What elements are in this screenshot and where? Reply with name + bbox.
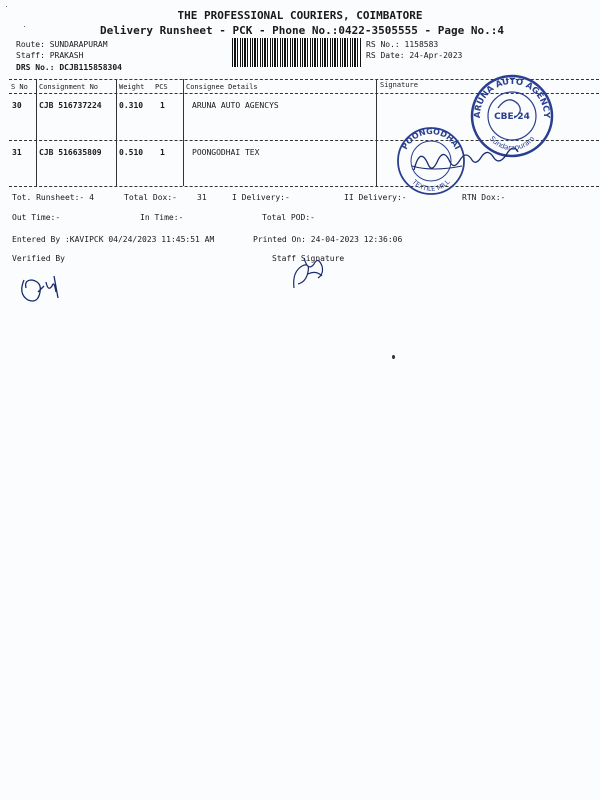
total-dox-label: Total Dox:- <box>124 193 177 202</box>
col-divider <box>36 79 37 186</box>
stamp-text: TEXTILE MILL <box>410 178 452 194</box>
printed-on: Printed On: 24-04-2023 12:36:06 <box>253 235 403 244</box>
total-pod: Total POD:- <box>262 213 315 222</box>
staff-signature <box>288 252 328 292</box>
barcode-image <box>232 38 362 67</box>
table-row-consignment: CJB 516635809 <box>39 148 102 157</box>
rtn-dox: RTN Dox:- <box>462 193 506 202</box>
drs-number: DRS No.: DCJB115858304 <box>16 63 122 72</box>
route-label: Route: SUNDARAPURAM <box>16 40 108 49</box>
stamp-text: ARUNA AUTO AGENCY <box>472 76 552 119</box>
runsheet-title: Delivery Runsheet - PCK - Phone No.:0422-3505555 - Page No.:4 <box>100 24 504 37</box>
ii-delivery: II Delivery:- <box>344 193 407 202</box>
table-row-consignee: POONGODHAI TEX <box>192 148 260 157</box>
col-divider <box>116 79 117 186</box>
out-time: Out Time:- <box>12 213 61 222</box>
scan-speck <box>392 355 395 359</box>
col-divider <box>183 79 184 186</box>
col-header-signature: Signature <box>380 81 418 89</box>
table-bottom-rule <box>9 186 599 187</box>
col-header-consignment: Consignment No <box>39 83 99 91</box>
stamp-text: Sundarapuram <box>487 134 537 153</box>
stamp-text: POONGODHAI <box>400 126 462 152</box>
table-row-weight: 0.510 <box>119 148 144 157</box>
col-divider <box>376 79 377 186</box>
col-header-consignee: Consignee Details <box>186 83 258 91</box>
table-row-sno: 31 <box>12 148 22 157</box>
total-dox-value: 31 <box>197 193 207 202</box>
consignee-signature <box>410 140 530 180</box>
tot-runsheet: Tot. Runsheet:- 4 <box>12 193 94 202</box>
scan-speck <box>24 26 25 27</box>
scan-speck <box>6 6 7 7</box>
table-row-consignee: ARUNA AUTO AGENCYS <box>192 101 279 110</box>
entered-by: Entered By :KAVIPCK 04/24/2023 11:45:51 AM <box>12 235 215 244</box>
table-row-weight: 0.310 <box>119 101 144 110</box>
staff-label: Staff: PRAKASH <box>16 51 84 60</box>
i-delivery: I Delivery:- <box>232 193 290 202</box>
verified-by-label: Verified By <box>12 254 65 263</box>
col-header-weight: Weight <box>119 83 145 91</box>
table-row-consignment: CJB 516737224 <box>39 101 102 110</box>
table-row-sno: 30 <box>12 101 22 110</box>
col-header-pcs: PCS <box>155 83 168 91</box>
rs-number: RS No.: 1158583 <box>366 40 439 49</box>
table-row-pcs: 1 <box>160 148 165 157</box>
verified-signature <box>16 272 76 306</box>
col-header-sno: S No <box>11 83 28 91</box>
in-time: In Time:- <box>140 213 184 222</box>
table-row-pcs: 1 <box>160 101 165 110</box>
stamp-code: CBE-24 <box>494 112 530 122</box>
company-title: THE PROFESSIONAL COURIERS, COIMBATORE <box>177 9 423 22</box>
staff-signature-label: Staff Signature <box>272 254 345 263</box>
rs-date: RS Date: 24-Apr-2023 <box>366 51 463 60</box>
